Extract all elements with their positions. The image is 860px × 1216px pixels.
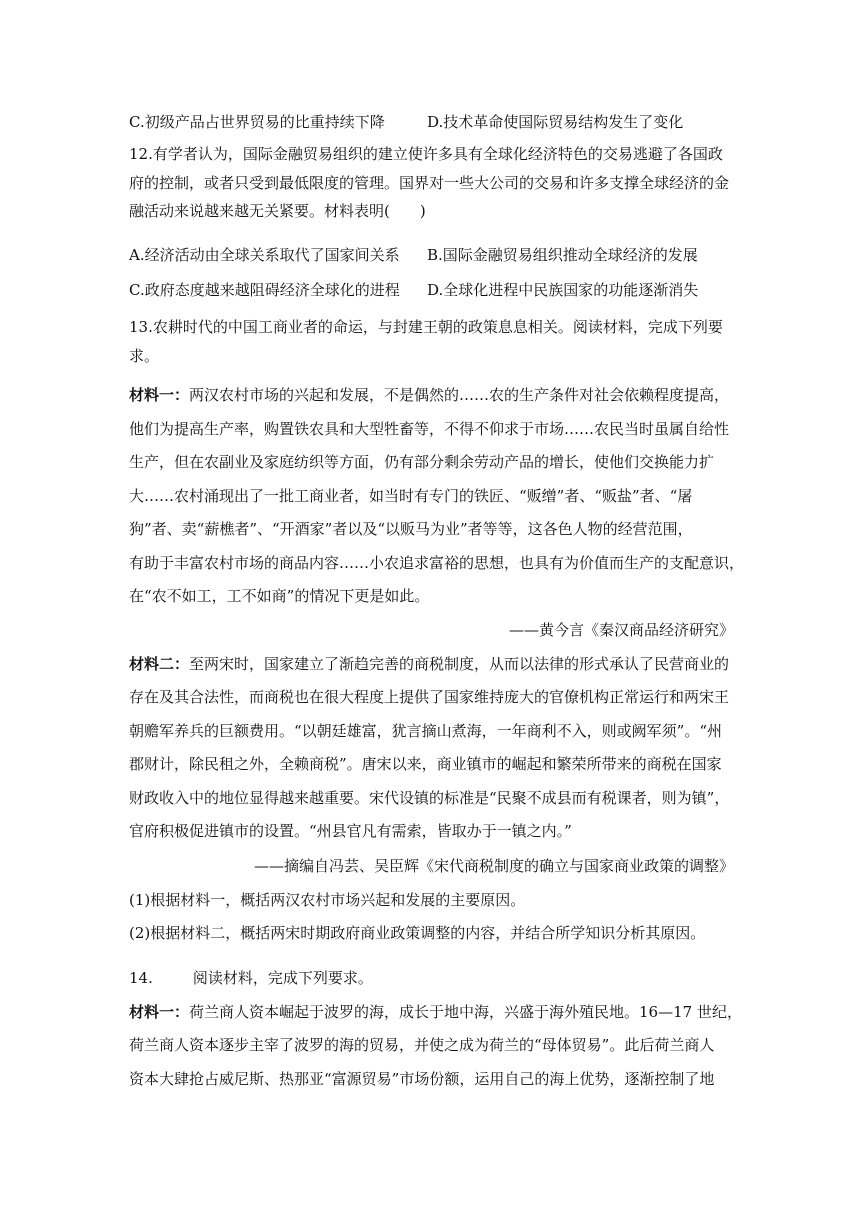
q12-stem-line-2: 府的控制，或者只受到最低限度的管理。国界对一些大公司的交易和许多支撑全球经济的金: [129, 174, 730, 192]
q13-material-2-line-1: [129, 654, 734, 674]
q13-material-1-line-4: 大……农村涌现出了一批工商业者，如当时有专门的铁匠、“贩缯”者、“贩盐”者、“屠: [129, 487, 693, 505]
q14-number: 14.: [129, 969, 153, 987]
q13-material-2-line-4: 郡财计，除民租之外，全赖商税”。唐宋以来，商业镇市的崛起和繁荣所带来的商税在国家: [129, 755, 722, 773]
q11-options-row-cd: [129, 112, 734, 132]
q12-option-d: D.全球化进程中民族国家的功能逐渐消失: [427, 281, 699, 299]
q13-material-2-text: 至两宋时，国家建立了渐趋完善的商税制度，从而以法律的形式承认了民营商业的: [189, 655, 730, 673]
q13-stem-line-2: 求。: [129, 347, 160, 365]
q11-option-c: C.初级产品占世界贸易的比重持续下降: [129, 113, 385, 131]
q12-stem-line-1: 12.有学者认为，国际金融贸易组织的建立使许多具有全球化经济特色的交易逃避了各国政: [129, 145, 723, 163]
q12-options-row-cd: [129, 280, 734, 300]
q13-material-1-source: ——黄今言《秦汉商品经济研究》: [508, 621, 734, 639]
q13-material-1-line-5: 狗”者、卖“薪樵者”、“开酒家”者以及“以贩马为业”者等等，这各色人物的经营范围，: [129, 520, 693, 538]
q13-material-1-line-3: 生产，但在农副业及家庭纺织等方面，仍有部分剩余劳动产品的增长，使他们交换能力扩: [129, 453, 715, 471]
q13-material-1-line-6: 有助于丰富农村市场的商品内容……小农追求富裕的思想，也具有为价值而生产的支配意识，: [129, 554, 745, 572]
q12-option-c: C.政府态度越来越阻碍经济全球化的进程: [129, 281, 400, 299]
q14-stem: [129, 968, 734, 988]
q13-material-1-line-1: [129, 385, 734, 405]
q13-material-2-line-2: 存在及其合法性，而商税也在很大程度上提供了国家维持庞大的官僚机构正常运行和两宋王: [129, 688, 730, 706]
q13-material-2-source: ——摘编自冯芸、吴臣辉《宋代商税制度的确立与国家商业政策的调整》: [253, 857, 734, 875]
q14-material-1-line-2: 荷兰商人资本逐步主宰了波罗的海的贸易，并使之成为荷兰的“母体贸易”。此后荷兰商人: [129, 1036, 715, 1054]
q11-option-d: D.技术革命使国际贸易结构发生了变化: [427, 113, 684, 131]
q14-material-1-label: 材料一：: [129, 1003, 190, 1021]
q14-material-1-line-3: 资本大肆抢占威尼斯、热那亚“富源贸易”市场份额，运用自己的海上优势，逐渐控制了地: [129, 1070, 715, 1088]
q13-stem-line-1: 13.农耕时代的中国工商业者的命运，与封建王朝的政策息息相关。阅读材料，完成下列要: [129, 318, 723, 336]
q13-subquestion-1: (1)根据材料一，概括两汉农村市场兴起和发展的主要原因。: [129, 891, 526, 909]
q13-material-1-label: 材料一：: [129, 386, 190, 404]
q13-material-1-text: 两汉农村市场的兴起和发展，不是偶然的……农的生产条件对社会依赖程度提高，: [189, 386, 730, 404]
q12-option-a: A.经济活动由全球关系取代了国家间关系: [129, 246, 400, 264]
q13-material-1-line-7: 在“农不如工，工不如商”的情况下更是如此。: [129, 587, 430, 605]
q13-material-2-line-3: 朝赡军养兵的巨额费用。“以朝廷雄富，犹言摘山煮海，一年商利不入，则或阙军须”。“州: [129, 722, 723, 740]
q12-options-row-ab: [129, 245, 734, 265]
q12-stem-line-3: 融活动来说越来越无关紧要。材料表明( ): [129, 202, 426, 220]
q13-material-2-line-5: 财政收入中的地位显得越来越重要。宋代设镇的标准是“民聚不成县而有税课者，则为镇”，: [129, 789, 730, 807]
q13-material-2-label: 材料二：: [129, 655, 190, 673]
q13-material-1-line-2: 他们为提高生产率，购置铁农具和大型牲畜等，不得不仰求于市场……农民当时虽属自给性: [129, 420, 730, 438]
q14-material-1-text: 荷兰商人资本崛起于波罗的海，成长于地中海，兴盛于海外殖民地。16—17 世纪，: [189, 1003, 742, 1021]
q14-material-1-line-1: [129, 1002, 742, 1022]
q12-option-b: B.国际金融贸易组织推动全球经济的发展: [427, 246, 698, 264]
q13-material-2-line-6: 官府积极促进镇市的设置。“州县官凡有需索，皆取办于一镇之内。”: [129, 822, 572, 840]
q14-stem-text: 阅读材料，完成下列要求。: [192, 969, 373, 987]
q13-subquestion-2: (2)根据材料二，概括两宋时期政府商业政策调整的内容，并结合所学知识分析其原因。: [129, 924, 706, 942]
